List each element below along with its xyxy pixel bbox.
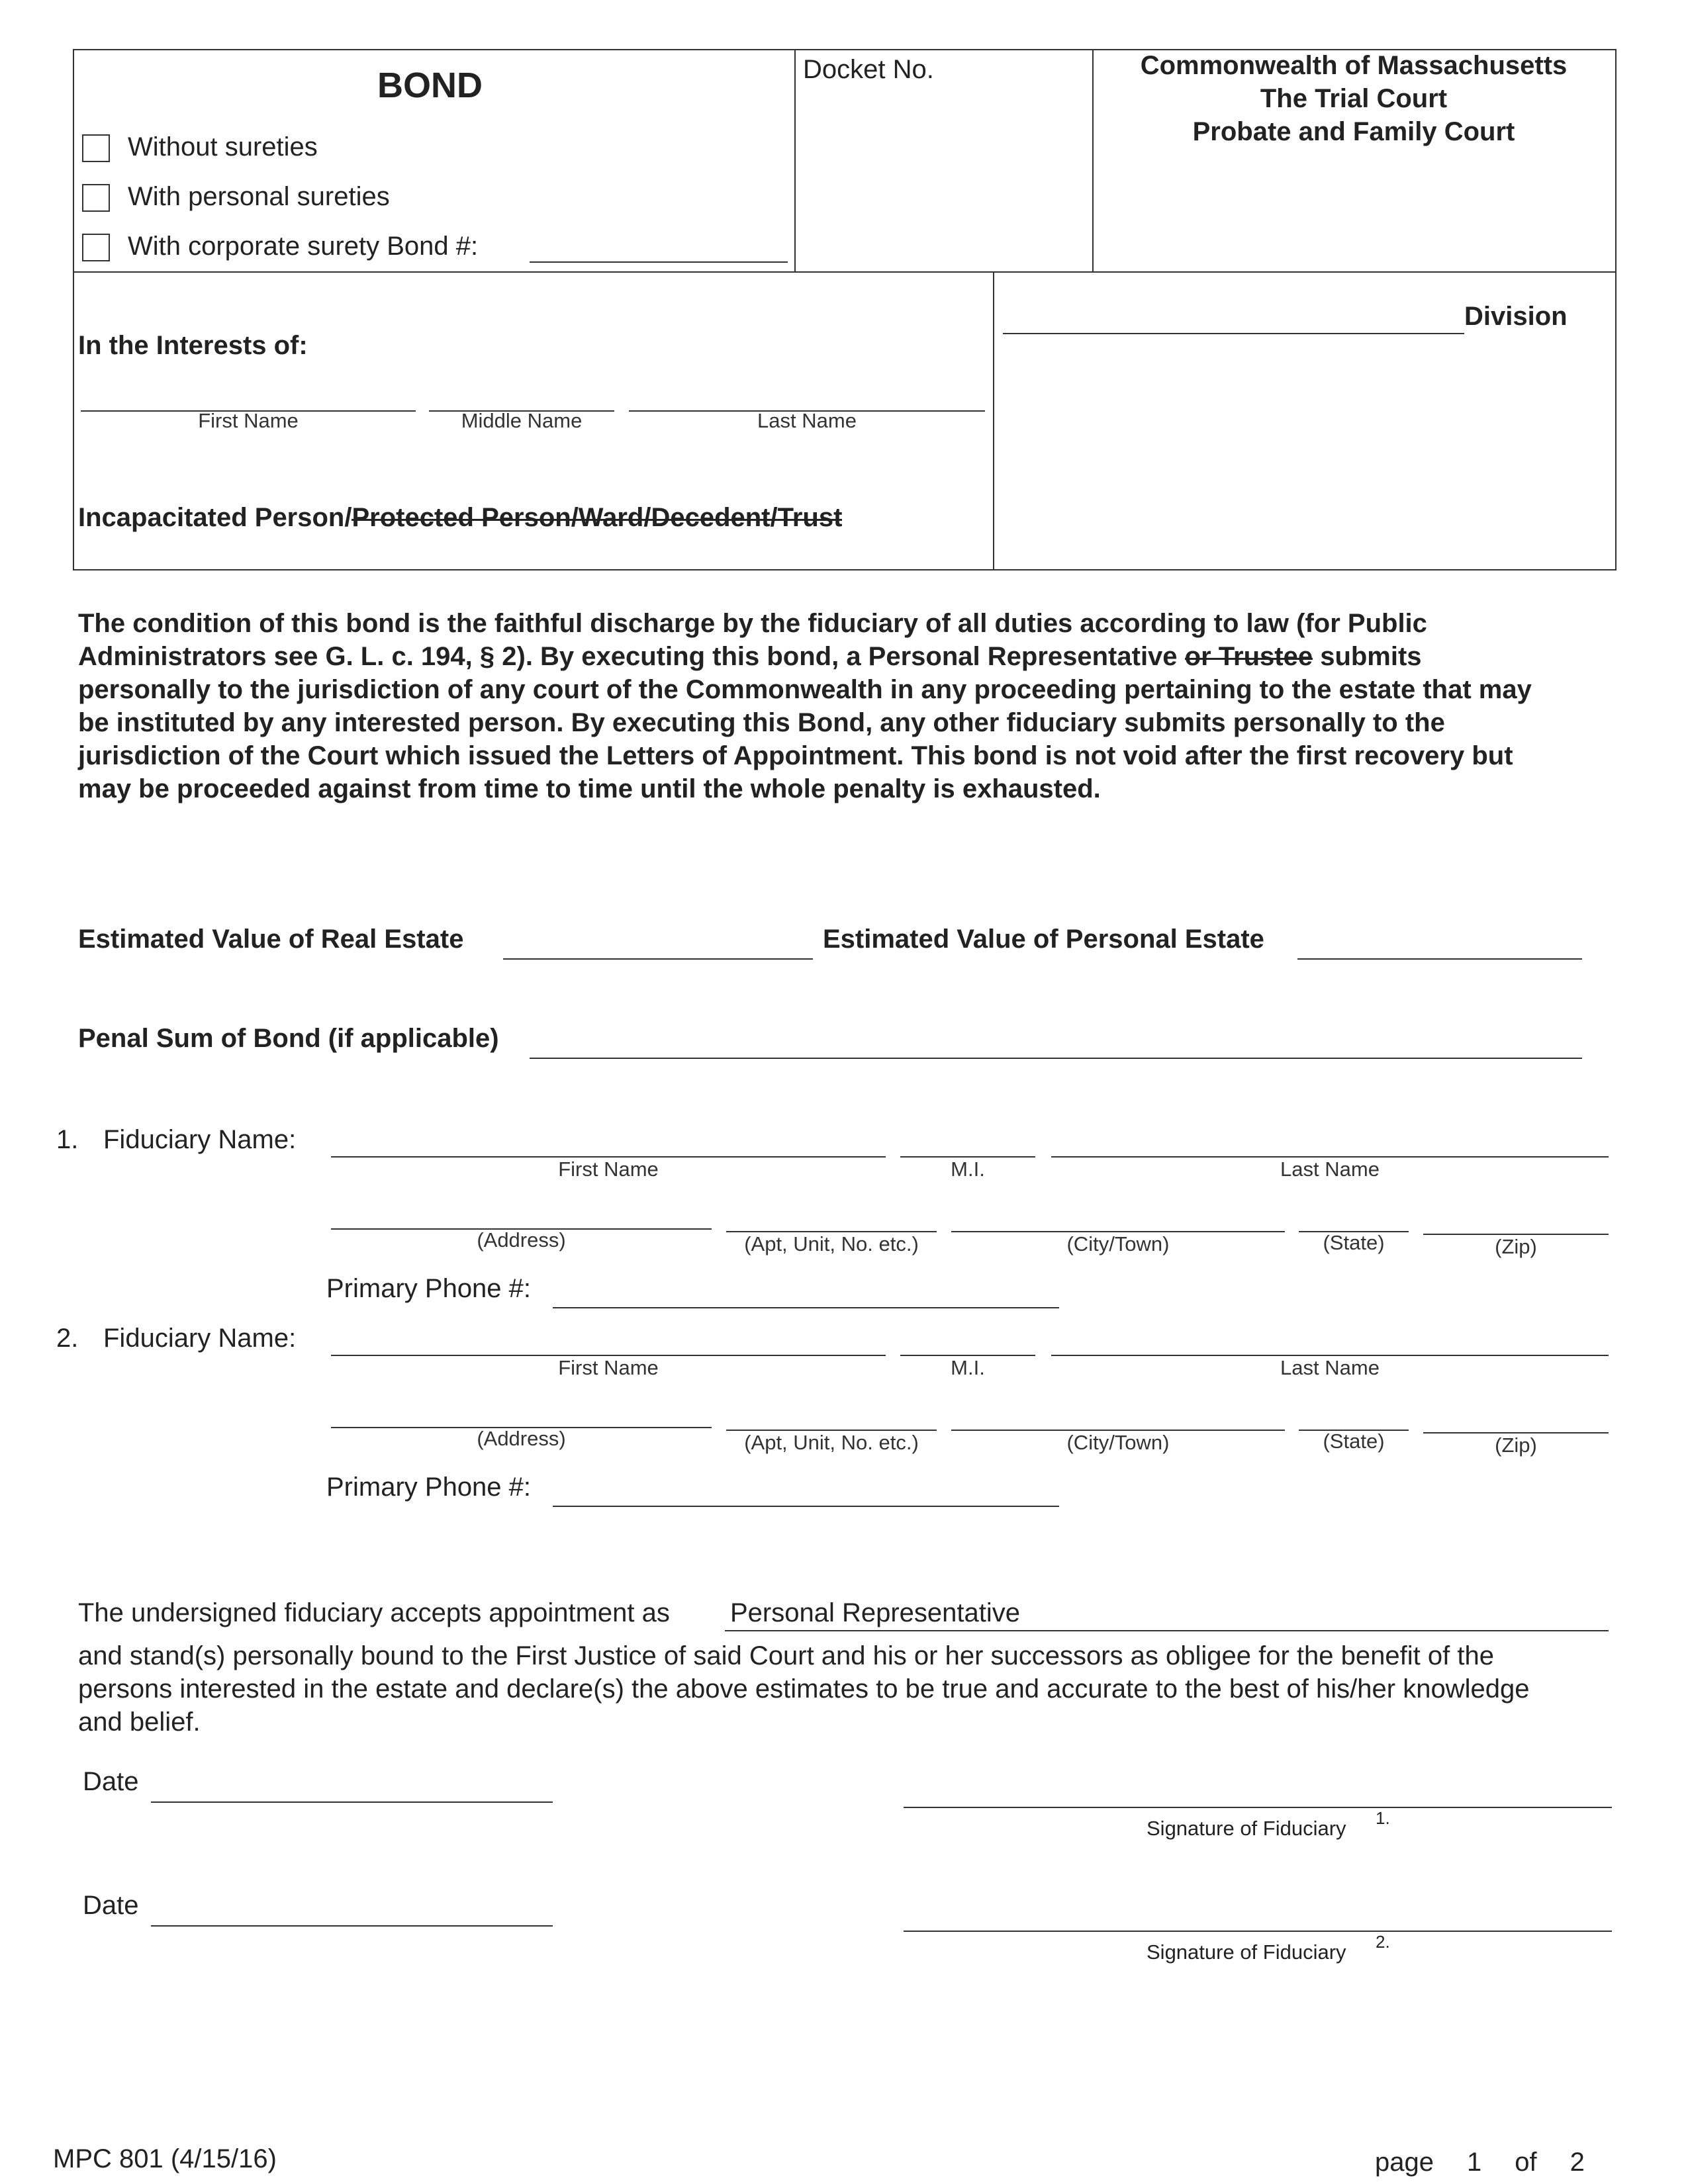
penal-sum-field[interactable] (530, 1058, 1582, 1059)
condition-line-6: may be proceeded against from time to time until the whole penalty is exhausted. (78, 774, 1101, 803)
court-line-2: The Trial Court (1260, 84, 1448, 113)
page-total: 2 (1570, 2148, 1585, 2177)
personal-sureties-label: With personal sureties (128, 182, 390, 211)
condition-line-5: jurisdiction of the Court which issued the Letters of Appointment. This bond is not void after the first recovery but (78, 741, 1513, 770)
fiduciary-1-zip-label: (Zip) (1495, 1235, 1537, 1258)
division-label: Division (1464, 302, 1568, 331)
fiduciary-2-state-label: (State) (1323, 1430, 1385, 1453)
condition-paragraph (78, 607, 1627, 805)
interest-last-name-label: Last Name (757, 409, 857, 432)
real-estate-label: Estimated Value of Real Estate (78, 925, 464, 954)
header-divider-v2 (1092, 49, 1094, 271)
fiduciary-1-phone-label: Primary Phone #: (326, 1274, 532, 1303)
signature-2-number: 2. (1376, 1932, 1390, 1952)
checkbox-personal-sureties[interactable] (82, 184, 110, 212)
personal-estate-field[interactable] (1297, 958, 1582, 960)
interest-role-struck: Protected Person/Ward/Decedent/Trust (352, 503, 843, 532)
fiduciary-2-phone-label: Primary Phone #: (326, 1473, 532, 1502)
page-word: page (1375, 2148, 1434, 2177)
condition-line-4: be instituted by any interested person. By executing this Bond, any other fiduciary submits personally to the (78, 708, 1445, 737)
signature-2-field[interactable] (904, 1931, 1612, 1932)
signature-1-field[interactable] (904, 1807, 1612, 1808)
court-line-1: Commonwealth of Massachusetts (1140, 51, 1568, 80)
acceptance-role-line (725, 1630, 1609, 1631)
header-divider-v1 (794, 49, 796, 271)
condition-line-1: The condition of this bond is the faithful discharge by the fiduciary of all duties according to law (for Public (78, 609, 1427, 638)
header-divider-v3 (993, 271, 994, 569)
condition-line-2 (78, 640, 1627, 673)
acceptance-line-2: and stand(s) personally bound to the First Justice of said Court and his or her successors as obligee for the benefit of the (78, 1641, 1494, 1670)
fiduciary-1-apt-label: (Apt, Unit, No. etc.) (744, 1232, 919, 1255)
fiduciary-1-first-name-label: First Name (558, 1158, 659, 1181)
penal-sum-label: Penal Sum of Bond (if applicable) (78, 1024, 499, 1053)
bond-title: BOND (377, 66, 483, 105)
checkbox-without-sureties[interactable] (82, 134, 110, 162)
fiduciary-1-name-label: Fiduciary Name: (103, 1125, 297, 1154)
docket-number-field[interactable] (801, 93, 1086, 265)
fiduciary-2-address-label: (Address) (477, 1427, 566, 1450)
court-line-3: Probate and Family Court (1192, 117, 1515, 146)
personal-estate-label: Estimated Value of Personal Estate (823, 925, 1264, 954)
fiduciary-2-apt-label: (Apt, Unit, No. etc.) (744, 1431, 919, 1454)
fiduciary-2-number: 2. (56, 1324, 79, 1353)
without-sureties-label: Without sureties (128, 132, 318, 161)
fiduciary-1-phone-field[interactable] (553, 1307, 1059, 1308)
fiduciary-1-state-label: (State) (1323, 1231, 1385, 1254)
signature-1-number: 1. (1376, 1808, 1390, 1828)
fiduciary-2-last-name-label: Last Name (1280, 1356, 1380, 1379)
condition-line-2a: Administrators see G. L. c. 194, § 2). By executing this bond, a Personal Representative (78, 642, 1185, 671)
corporate-surety-label: With corporate surety Bond #: (128, 232, 479, 261)
fiduciary-1-number: 1. (56, 1125, 79, 1154)
form-id: MPC 801 (4/15/16) (53, 2144, 277, 2173)
fiduciary-2-city-label: (City/Town) (1066, 1431, 1170, 1454)
page-number: 1 (1466, 2148, 1482, 2177)
interest-role (78, 503, 842, 533)
condition-line-3: personally to the jurisdiction of any court of the Commonwealth in any proceeding pertaining to the estate that may (78, 675, 1532, 704)
fiduciary-2-mi-label: M.I. (951, 1356, 985, 1379)
fiduciary-1-address-label: (Address) (477, 1228, 566, 1251)
condition-line-2b: submits (1313, 642, 1422, 671)
acceptance-line-4: and belief. (78, 1707, 201, 1737)
acceptance-role-value[interactable]: Personal Representative (730, 1598, 1021, 1627)
signature-1-label: Signature of Fiduciary (1147, 1817, 1346, 1840)
interest-middle-name-label: Middle Name (461, 409, 583, 432)
date-2-field[interactable] (151, 1925, 553, 1927)
fiduciary-1-last-name-label: Last Name (1280, 1158, 1380, 1181)
fiduciary-1-city-label: (City/Town) (1066, 1232, 1170, 1255)
real-estate-field[interactable] (503, 958, 813, 960)
fiduciary-1-mi-label: M.I. (951, 1158, 985, 1181)
fiduciary-2-first-name-label: First Name (558, 1356, 659, 1379)
date-1-field[interactable] (151, 1801, 553, 1803)
fiduciary-2-name-label: Fiduciary Name: (103, 1324, 297, 1353)
date-2-label: Date (83, 1891, 139, 1920)
acceptance-lead: The undersigned fiduciary accepts appointment as (78, 1598, 670, 1627)
interests-label: In the Interests of: (78, 331, 308, 360)
fiduciary-2-zip-label: (Zip) (1495, 1433, 1537, 1457)
header-divider-h (73, 271, 1615, 273)
division-field[interactable] (1003, 333, 1464, 334)
signature-2-label: Signature of Fiduciary (1147, 1940, 1346, 1964)
fiduciary-2-phone-field[interactable] (553, 1506, 1059, 1507)
of-word: of (1515, 2148, 1537, 2177)
acceptance-line-3: persons interested in the estate and declare(s) the above estimates to be true and accurate to the best of his/her knowledge (78, 1674, 1530, 1704)
interest-role-prefix: Incapacitated Person/ (78, 503, 352, 532)
bond-number-field[interactable] (530, 261, 788, 263)
page-indicator (1375, 2148, 1585, 2177)
acceptance-paragraph (78, 1639, 1627, 1739)
interest-first-name-label: First Name (198, 409, 299, 432)
docket-label: Docket No. (803, 55, 934, 84)
condition-line-2-struck: or Trustee (1184, 642, 1313, 671)
date-1-label: Date (83, 1767, 139, 1796)
checkbox-corporate-surety[interactable] (82, 234, 110, 261)
